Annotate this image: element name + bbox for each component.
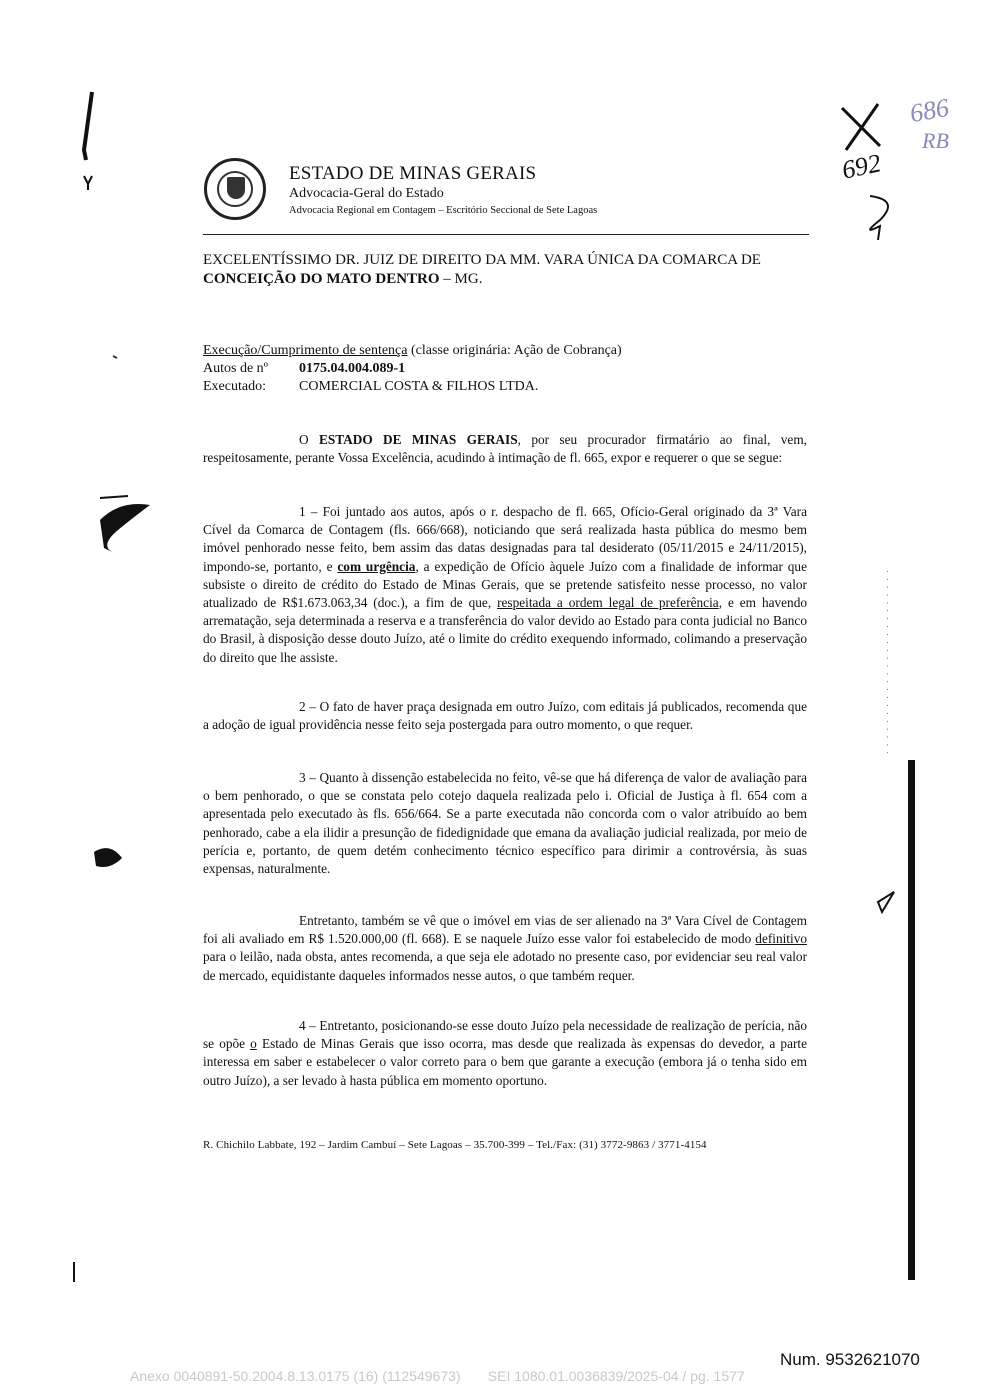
sei-page-stamp: Anexo 0040891-50.2004.8.13.0175 (16) (112549673) SEI 1080.01.0036839/2025-04 / pg. 1577	[130, 1368, 745, 1384]
intro-paragraph: O ESTADO DE MINAS GERAIS, por seu procurador firmatário ao final, vem, respeitosamente, perante Vossa Excelência, acudindo à intimação de fl. 665, expor e requerer o que se segue:	[203, 432, 807, 466]
hand-strike	[842, 104, 880, 150]
case-number: Autos de nº 0175.04.004.089-1	[203, 361, 406, 376]
scan-blot-1b	[100, 496, 128, 498]
hand-page-number-b: 692	[839, 148, 884, 185]
letterhead-agency: Advocacia-Geral do Estado	[289, 186, 444, 201]
scan-mark-y	[84, 176, 92, 190]
header-divider	[203, 234, 809, 235]
paragraph-3: 3 – Quanto à dissenção estabelecida no feito, vê-se que há diferença de valor de avaliação para o bem penhorado, o que se constata pelo cotejo daquela realizada pelo i. Oficial de Justiça à fl. 654 com a apresentada pelo executado às fls. 656/664. Se a parte executada não concorda com o valor atribuído ao bem penhorado, cabe a ela ilidir a presunção de fidedignidade que emana da avaliação judicial realizada, por meio de perícia e, portanto, de quem detém conhecimento técnico específico para dirimir a controvérsia, às suas expensas, naturalmente.	[203, 770, 807, 877]
scan-blot-1	[100, 504, 150, 552]
letterhead-state: ESTADO DE MINAS GERAIS	[289, 163, 537, 184]
paragraph-2: 2 – O fato de haver praça designada em outro Juízo, com editais já publicados, recomenda que a adoção de igual providência nesse feito seja postergada para outro momento, o que requer.	[203, 699, 807, 733]
case-executed-party: Executado: COMERCIAL COSTA & FILHOS LTDA.	[203, 379, 539, 394]
scan-edge-bar	[908, 760, 915, 1280]
hand-signature-loop	[870, 196, 888, 240]
paragraph-1: 1 – Foi juntado aos autos, após o r. despacho de fl. 665, Ofício-Geral originado da 3ª Vara Cível da Comarca de Contagem (fls. 666/668), noticiando que será realizada hasta pública do mesmo bem imóvel penhorado nesse feito, bem assim das datas designadas para tal desiderato (05/11/2015 e 24/11/2015), impondo-se, portanto, e com urgência, a expedição de Ofício àquele Juízo com a finalidade de informar que subsiste o direito de crédito do Estado de Minas Gerais, que se pretende satisfeito nesse processo, no valor atualizado de R$1.673.063,34 (doc.), a fim de que, respeitada a ordem legal de preferência, e em havendo arrematação, seja determinada a reserva e a transferência do valor devido ao Estado para conta judicial no Banco do Brasil, à disposição desse douto Juízo, até o limite do crédito exequendo informado, colimando a preservação do direito que lhe assiste.	[203, 504, 807, 665]
state-seal-icon	[204, 158, 266, 220]
footer-address: R. Chichilo Labbate, 192 – Jardim Cambuí – Sete Lagoas – 35.700-399 – Tel./Fax: (31) 3772-9863 / 3771-4154	[203, 1139, 707, 1151]
hand-initials: RB	[922, 128, 949, 153]
case-details	[203, 342, 622, 396]
document-number-stamp: Num. 9532621070	[780, 1350, 920, 1369]
letterhead-regional-office: Advocacia Regional em Contagem – Escritório Seccional de Sete Lagoas	[289, 205, 598, 216]
scan-stroke-left	[84, 92, 92, 160]
case-type: Execução/Cumprimento de sentença (classe originária: Ação de Cobrança)	[203, 343, 622, 358]
scan-blot-2	[94, 848, 122, 867]
addressee-line-1: EXCELENTÍSSIMO DR. JUIZ DE DIREITO DA MM. VARA ÚNICA DA COMARCA DE	[203, 252, 761, 268]
scan-dot	[113, 356, 117, 358]
paragraph-5: 4 – Entretanto, posicionando-se esse douto Juízo pela necessidade de realização de perícia, não se opõe o Estado de Minas Gerais que isso ocorra, mas desde que realizada às expensas do devedor, a parte interessa em saber e estabelecer o valor correto para o bem que garante a execução (embora já o tenha sido em outro Juízo), a ser levado à hasta pública em momento oportuno.	[203, 1018, 808, 1088]
addressee	[203, 251, 809, 289]
addressee-line-2: CONCEIÇÃO DO MATO DENTRO – MG.	[203, 271, 483, 287]
paragraph-4: Entretanto, também se vê que o imóvel em vias de ser alienado na 3ª Vara Cível de Contagem foi ali avaliado em R$ 1.520.000,00 (fl. 668). E se naquele Juízo esse valor foi estabelecido de modo definitivo para o leilão, nada obsta, antes recomenda, a que seja ele adotado no presente caso, por evidenciar seu real valor de mercado, equidistante daqueles informados nesse autos, o que também requer.	[203, 913, 807, 983]
margin-stamp-text: · · · · · · · · · · · · · · · · · · · · · · · ·	[883, 570, 892, 756]
hand-page-number-a: 686	[907, 92, 952, 129]
